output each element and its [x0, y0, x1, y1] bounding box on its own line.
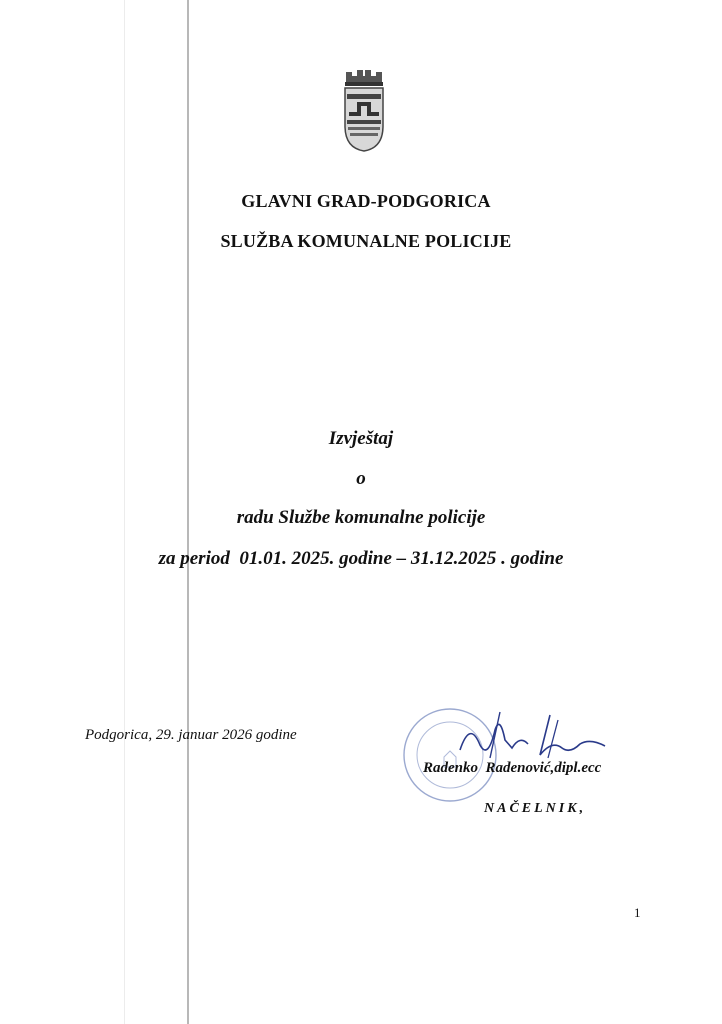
place-and-date: Podgorica, 29. januar 2026 godine	[85, 727, 297, 743]
page-number: 1	[634, 905, 641, 920]
department-name: SLUŽBA KOMUNALNE POLICIJE	[220, 231, 512, 251]
signer-name: Radenko Radenović,dipl.ecc	[423, 760, 602, 776]
institution-name: GLAVNI GRAD-PODGORICA	[241, 191, 491, 211]
report-title: Izvještaj	[328, 428, 394, 449]
coat-of-arms-icon	[343, 68, 385, 152]
signer-position: NAČELNIK,	[484, 801, 587, 816]
report-period: za period 01.01. 2025. godine – 31.12.2025 . godine	[158, 548, 564, 569]
report-subject: radu Službe komunalne policije	[236, 507, 486, 528]
report-title-preposition: o	[356, 468, 366, 489]
